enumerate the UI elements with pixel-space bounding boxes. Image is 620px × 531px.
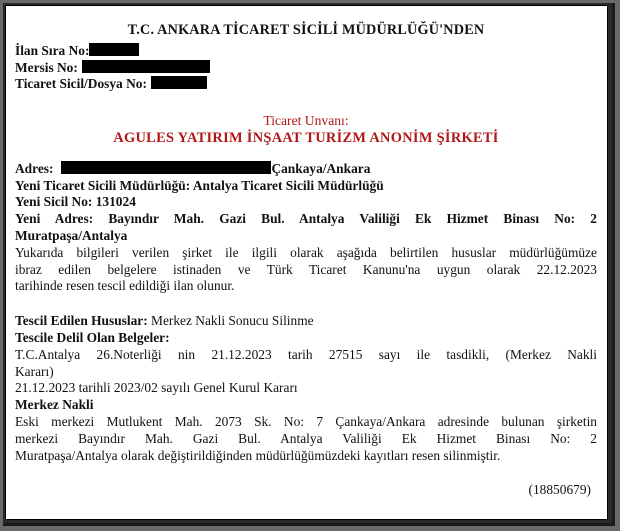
relocation-label: Merkez Nakli (15, 397, 94, 413)
mersis-label: Mersis No: (15, 59, 78, 75)
registered-matters-label: Tescil Edilen Hususlar: (15, 313, 148, 329)
evidence-doc2: 21.12.2023 tarihli 2023/02 sayılı Genel Kurul Kararı (15, 380, 298, 396)
registered-matters-row (15, 313, 597, 330)
document-frame (3, 3, 615, 526)
evidence-doc1-line1: T.C.Antalya 26.Noterliği nin 21.12.2023 tarih 27515 sayı ile tasdikli, (Merkez Nakli (15, 346, 597, 362)
new-registry-number: Yeni Sicil No: 131024 (15, 194, 136, 210)
trade-name-label: Ticaret Unvanı: (263, 113, 349, 129)
address-suffix: Çankaya/Ankara (271, 160, 371, 176)
registry-title: T.C. ANKARA TİCARET SİCİLİ MÜDÜRLÜĞÜ'NDEN (127, 22, 485, 38)
ilan-sira-label: İlan Sıra No: (15, 42, 90, 58)
registered-matters-value: Merkez Nakli Sonucu Silinme (147, 313, 314, 329)
evidence-doc1-line2: Kararı) (15, 363, 54, 379)
redaction-bar (151, 76, 207, 89)
intro-line2: ibraz edilen belgelere istinaden ve Türk Ticaret Kanunu'na uygun olarak 22.12.2023 (15, 261, 597, 277)
reference-number: (18850679) (528, 482, 591, 498)
address-label: Adres: (15, 160, 54, 176)
ticaret-sicil-label: Ticaret Sicil/Dosya No: (15, 76, 147, 92)
relocation-line1: Eski merkezi Mutlukent Mah. 2073 Sk. No: 7 Çankaya/Ankara adresinde bulunan şirketin (15, 413, 597, 429)
ilan-sira-row (15, 43, 597, 60)
new-address-line2: Muratpaşa/Antalya (15, 227, 128, 243)
mersis-row (15, 60, 597, 77)
announcement-page (5, 5, 608, 520)
relocation-line3: Muratpaşa/Antalya olarak değiştirildiğinden müdürlüğümüzdeki kayıtları resen silinmiştir. (15, 447, 501, 463)
evidence-docs-label: Tescile Delil Olan Belgeler: (15, 329, 170, 345)
ticaret-sicil-row (15, 76, 597, 93)
address-row (15, 161, 597, 178)
new-address-line1: Yeni Adres: Bayındır Mah. Gazi Bul. Antalya Valiliği Ek Hizmet Binası No: 2 (15, 211, 597, 227)
relocation-line2: merkezi Bayındır Mah. Gazi Bul. Antalya Valiliği Ek Hizmet Binası No: 2 (15, 430, 597, 446)
redaction-bar (82, 60, 210, 73)
trade-name-block (15, 113, 597, 147)
redaction-bar (61, 161, 271, 174)
new-registry-office: Yeni Ticaret Sicili Müdürlüğü: Antalya Ticaret Sicili Müdürlüğü (15, 177, 384, 193)
trade-name: AGULES YATIRIM İNŞAAT TURİZM ANONİM ŞİRKETİ (113, 129, 499, 146)
intro-line3: tarihinde resen tescil edildiği ilan olunur. (15, 278, 235, 294)
redaction-bar (89, 43, 139, 56)
intro-line1: Yukarıda bilgileri verilen şirket ile ilgili olarak aşağıda belirtilen hususlar müdürlüğümüze (15, 244, 597, 260)
